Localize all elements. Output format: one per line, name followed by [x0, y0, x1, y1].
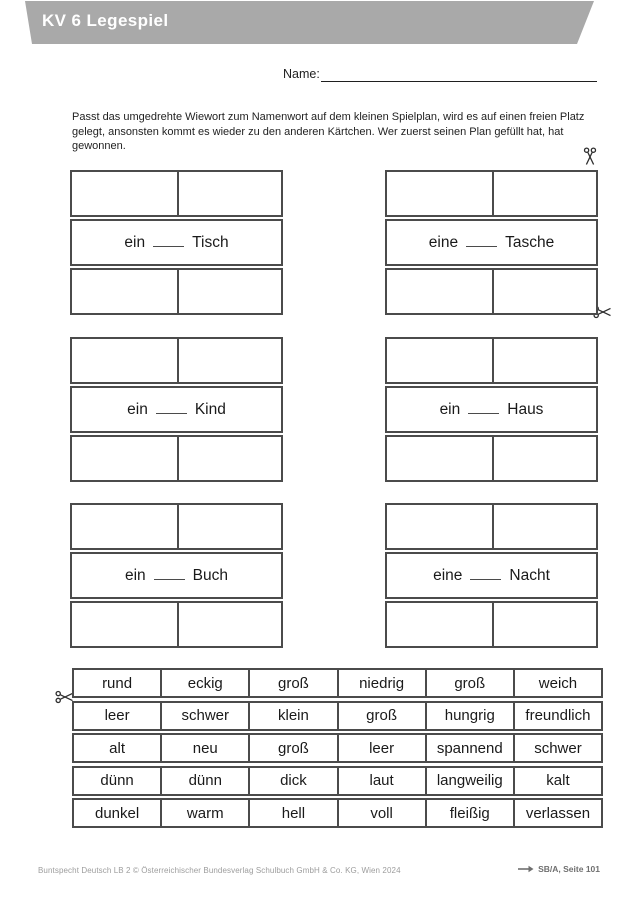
- page-reference: [518, 864, 600, 874]
- noun-word: Nacht: [509, 566, 550, 584]
- noun-word: Buch: [192, 566, 229, 584]
- board-bottom-strip: [385, 268, 598, 315]
- blank-line: [468, 400, 499, 414]
- board-caption: [70, 219, 283, 266]
- word-card[interactable]: kalt: [513, 768, 601, 794]
- word-card[interactable]: leer: [337, 735, 425, 761]
- arrow-right-icon: [518, 865, 535, 873]
- article-word: ein: [124, 233, 146, 251]
- noun-word: Kind: [194, 400, 226, 418]
- copyright-text: Buntspecht Deutsch LB 2 © Österreichischer Bundesverlag Schulbuch GmbH & Co. KG, Wien 2024: [38, 866, 401, 875]
- card-slot[interactable]: [492, 505, 597, 548]
- card-row: [72, 733, 603, 763]
- card-slot[interactable]: [492, 437, 597, 480]
- board-top-strip: [385, 503, 598, 550]
- blank-line: [153, 233, 184, 247]
- instruction-line: Passt das umgedrehte Wiewort zum Namenwort auf dem kleinen Spielplan, wird es auf einen freien Platz: [72, 111, 585, 123]
- card-slot[interactable]: [492, 339, 597, 382]
- card-slot[interactable]: [387, 339, 492, 382]
- board-top-strip: [385, 337, 598, 384]
- card-slot[interactable]: [177, 270, 282, 313]
- board-caption: [70, 386, 283, 433]
- game-board-tisch: [70, 170, 283, 317]
- card-slot[interactable]: [72, 172, 177, 215]
- article-word: eine: [428, 233, 459, 251]
- card-row: [72, 766, 603, 796]
- word-card[interactable]: rund: [102, 674, 133, 692]
- card-slot[interactable]: [387, 437, 492, 480]
- card-slot[interactable]: [387, 270, 492, 313]
- card-slot[interactable]: [492, 270, 597, 313]
- word-card[interactable]: groß: [425, 670, 513, 696]
- word-card[interactable]: leer: [104, 707, 130, 724]
- blank-line: [156, 400, 187, 414]
- word-card[interactable]: langweilig: [425, 768, 513, 794]
- word-card[interactable]: groß: [337, 703, 425, 729]
- game-board-buch: [70, 503, 283, 650]
- scissors-icon-top-right: [582, 147, 598, 166]
- word-card[interactable]: hell: [248, 800, 336, 826]
- board-caption: [385, 219, 598, 266]
- card-slot[interactable]: [177, 505, 282, 548]
- card-slot[interactable]: [177, 603, 282, 646]
- card-slot[interactable]: [177, 437, 282, 480]
- word-card[interactable]: voll: [337, 800, 425, 826]
- word-card[interactable]: dunkel: [94, 804, 140, 822]
- word-card[interactable]: fleißig: [425, 800, 513, 826]
- card-slot[interactable]: [492, 172, 597, 215]
- article-word: ein: [127, 400, 148, 418]
- card-slot[interactable]: [72, 437, 177, 480]
- card-slot[interactable]: [72, 603, 177, 646]
- board-bottom-strip: [70, 268, 283, 315]
- instruction-line: gewonnen.: [72, 140, 126, 152]
- word-card[interactable]: groß: [248, 735, 336, 761]
- game-board-haus: [385, 337, 598, 484]
- board-top-strip: [385, 170, 598, 217]
- word-card[interactable]: eckig: [160, 670, 248, 696]
- word-card[interactable]: dick: [248, 768, 336, 794]
- game-board-tasche: [385, 170, 598, 317]
- board-top-strip: [70, 170, 283, 217]
- word-card[interactable]: spannend: [425, 735, 513, 761]
- blank-line: [470, 566, 501, 580]
- card-slot[interactable]: [387, 603, 492, 646]
- card-slot[interactable]: [177, 339, 282, 382]
- word-card[interactable]: alt: [109, 739, 125, 757]
- word-card[interactable]: freundlich: [513, 703, 601, 729]
- page-title: KV 6 Legespiel: [42, 11, 169, 30]
- word-card[interactable]: dünn: [100, 772, 134, 789]
- word-card[interactable]: hungrig: [425, 703, 513, 729]
- word-card[interactable]: klein: [248, 703, 336, 729]
- instructions: [72, 110, 597, 154]
- game-board-nacht: [385, 503, 598, 650]
- word-card[interactable]: laut: [337, 768, 425, 794]
- noun-word: Tisch: [192, 233, 229, 251]
- card-slot[interactable]: [492, 603, 597, 646]
- card-slot[interactable]: [72, 270, 177, 313]
- instruction-line: gelegt, ansonsten kommt es wieder zu den anderen Kärtchen. Wer zuerst seinen Plan gefüllt hat, hat: [72, 125, 564, 138]
- word-card[interactable]: schwer: [513, 735, 601, 761]
- board-caption: [70, 552, 283, 599]
- card-slot[interactable]: [387, 172, 492, 215]
- name-input-line[interactable]: [321, 66, 597, 82]
- article-word: eine: [433, 566, 463, 584]
- blank-line: [154, 566, 185, 580]
- card-slot[interactable]: [177, 172, 282, 215]
- board-caption: [385, 552, 598, 599]
- word-card[interactable]: dünn: [160, 768, 248, 794]
- board-bottom-strip: [70, 601, 283, 648]
- name-label: Name:: [283, 67, 320, 81]
- page-reference-label: SB/A, Seite 101: [538, 864, 600, 874]
- word-card[interactable]: warm: [160, 800, 248, 826]
- article-word: ein: [124, 566, 146, 584]
- board-bottom-strip: [385, 435, 598, 482]
- word-cards-table: [72, 668, 603, 831]
- card-row: [72, 798, 603, 828]
- board-caption: [385, 386, 598, 433]
- card-row: [72, 668, 603, 698]
- word-card[interactable]: verlassen: [513, 800, 601, 826]
- word-card[interactable]: groß: [248, 670, 336, 696]
- word-card[interactable]: niedrig: [337, 670, 425, 696]
- word-card[interactable]: neu: [160, 735, 248, 761]
- card-slot[interactable]: [72, 339, 177, 382]
- article-word: ein: [439, 400, 461, 418]
- card-row: [72, 701, 603, 731]
- board-top-strip: [70, 337, 283, 384]
- game-board-kind: [70, 337, 283, 484]
- card-slot[interactable]: [387, 505, 492, 548]
- board-bottom-strip: [70, 435, 283, 482]
- word-card[interactable]: weich: [513, 670, 601, 696]
- card-slot[interactable]: [72, 505, 177, 548]
- blank-line: [466, 233, 497, 247]
- noun-word: Haus: [507, 400, 544, 418]
- noun-word: Tasche: [505, 233, 555, 251]
- word-card[interactable]: schwer: [160, 703, 248, 729]
- board-top-strip: [70, 503, 283, 550]
- board-bottom-strip: [385, 601, 598, 648]
